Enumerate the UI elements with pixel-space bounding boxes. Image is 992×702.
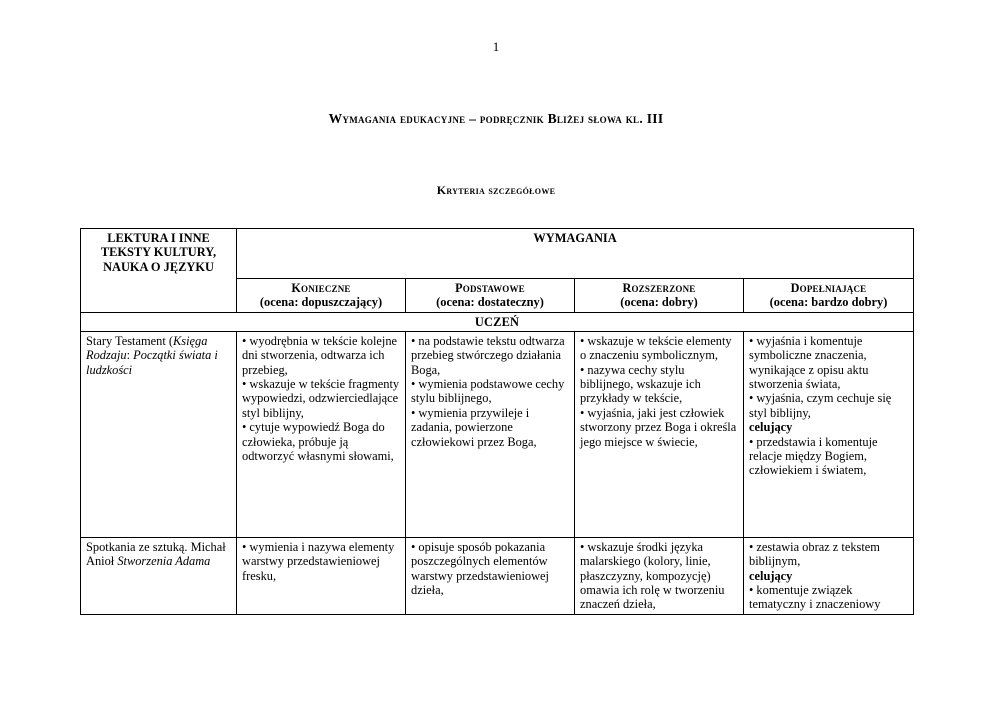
table-header-topic: LEKTURA I INNE TEKSTY KULTURY, NAUKA O JĘZYKU	[81, 229, 237, 313]
requirement-item: • wskazuje w tekście fragmenty wypowiedzi, odzwierciedlające styl biblijny,	[242, 377, 400, 420]
requirement-cell-podstawowe	[406, 331, 575, 537]
document-title	[0, 111, 992, 127]
level-grade: (ocena: bardzo dobry)	[769, 295, 888, 310]
requirement-cell-dopelniajace	[744, 331, 914, 537]
requirement-item: • wymienia przywileje i zadania, powierzone człowiekowi przez Boga,	[411, 405, 537, 449]
table-header-row-main	[81, 229, 914, 279]
requirement-item: • wymienia podstawowe cechy stylu biblijnego,	[411, 377, 565, 406]
requirement-item: • wskazuje w tekście elementy o znaczeniu symbolicznym,	[580, 333, 732, 363]
requirement-item: • komentuje związek tematyczny i znaczeniowy	[749, 583, 881, 612]
requirement-item: • cytuje wypowiedź Boga do człowieka, próbuje ją odtworzyć własnymi słowami,	[242, 420, 394, 464]
document-subtitle: Kryteria szczegółowe	[436, 183, 556, 197]
requirement-item: • nazywa cechy stylu biblijnego, wskazuje ich przykłady w tekście,	[580, 362, 701, 406]
requirement-cell-konieczne	[237, 537, 406, 614]
topic-cell	[81, 331, 237, 537]
uczen-header: UCZEŃ	[81, 312, 914, 331]
level-name: Dopełniające	[790, 281, 867, 295]
text-segment: Początki świata i ludzkości	[86, 348, 218, 377]
level-header-dopelniajace	[744, 279, 914, 313]
table-row	[81, 537, 914, 614]
text-segment: Stary Testament (	[86, 333, 173, 348]
requirement-item: • opisuje sposób pokazania poszczególnych elementów warstwy przedstawieniowej dzieła,	[411, 539, 549, 598]
requirement-item: • wymienia i nazywa elementy warstwy przedstawieniowej fresku,	[242, 539, 395, 583]
requirement-cell-rozszerzone	[575, 331, 744, 537]
level-name: Rozszerzone	[622, 281, 696, 295]
level-header-rozszerzone	[575, 279, 744, 313]
level-name: Konieczne	[291, 281, 351, 295]
text-segment: Księga Rodzaju	[86, 333, 208, 363]
text-segment: Spotkania ze sztuką. Michał Anioł	[86, 539, 226, 569]
topic-cell	[81, 537, 237, 614]
uczen-row	[81, 312, 914, 331]
level-grade: (ocena: dobry)	[620, 295, 698, 310]
requirement-item: • na podstawie tekstu odtwarza przebieg stwórczego działania Boga,	[411, 333, 565, 377]
level-header-podstawowe	[406, 279, 575, 313]
page-number: 1	[492, 39, 500, 54]
requirement-item: celujący	[749, 420, 793, 435]
requirement-item: • wyjaśnia i komentuje symboliczne znaczenia, wynikające z opisu aktu stworzenia świata,	[749, 333, 869, 392]
table-row	[81, 331, 914, 537]
requirement-item: • wyjaśnia, czym cechuje się styl biblijny,	[749, 391, 892, 420]
requirements-table	[80, 228, 914, 615]
level-header-konieczne	[237, 279, 406, 313]
text-segment: :	[126, 348, 134, 363]
level-grade: (ocena: dopuszczający)	[259, 295, 383, 310]
requirement-item: • wyodrębnia w tekście kolejne dni stworzenia, odtwarza ich przebieg,	[242, 333, 398, 377]
text-segment: kl. III	[622, 111, 664, 126]
requirement-cell-dopelniajace	[744, 537, 914, 614]
requirement-item: celujący	[749, 568, 793, 583]
level-grade: (ocena: dostateczny)	[436, 295, 544, 310]
requirement-item: • wskazuje środki języka malarskiego (kolory, linie, płaszczyzny, kompozycję) omawia ich rolę w tworzeniu znaczeń dzieła,	[580, 539, 725, 612]
requirement-cell-konieczne	[237, 331, 406, 537]
text-segment: Stworzenia Adama	[117, 554, 211, 569]
level-name: Podstawowe	[455, 281, 525, 295]
text-segment: Wymagania edukacyjne – podręcznik	[328, 111, 548, 126]
text-segment: Bliżej słowa	[547, 111, 623, 126]
requirement-item: • wyjaśnia, jaki jest człowiek stworzony przez Boga i określa jego miejsce w świecie,	[580, 405, 737, 449]
requirement-cell-rozszerzone	[575, 537, 744, 614]
table-header-wymagania: WYMAGANIA	[237, 229, 914, 279]
requirement-item: • przedstawia i komentuje relacje między Bogiem, człowiekiem i światem,	[749, 434, 878, 478]
requirement-item: • zestawia obraz z tekstem biblijnym,	[749, 539, 880, 569]
requirement-cell-podstawowe	[406, 537, 575, 614]
